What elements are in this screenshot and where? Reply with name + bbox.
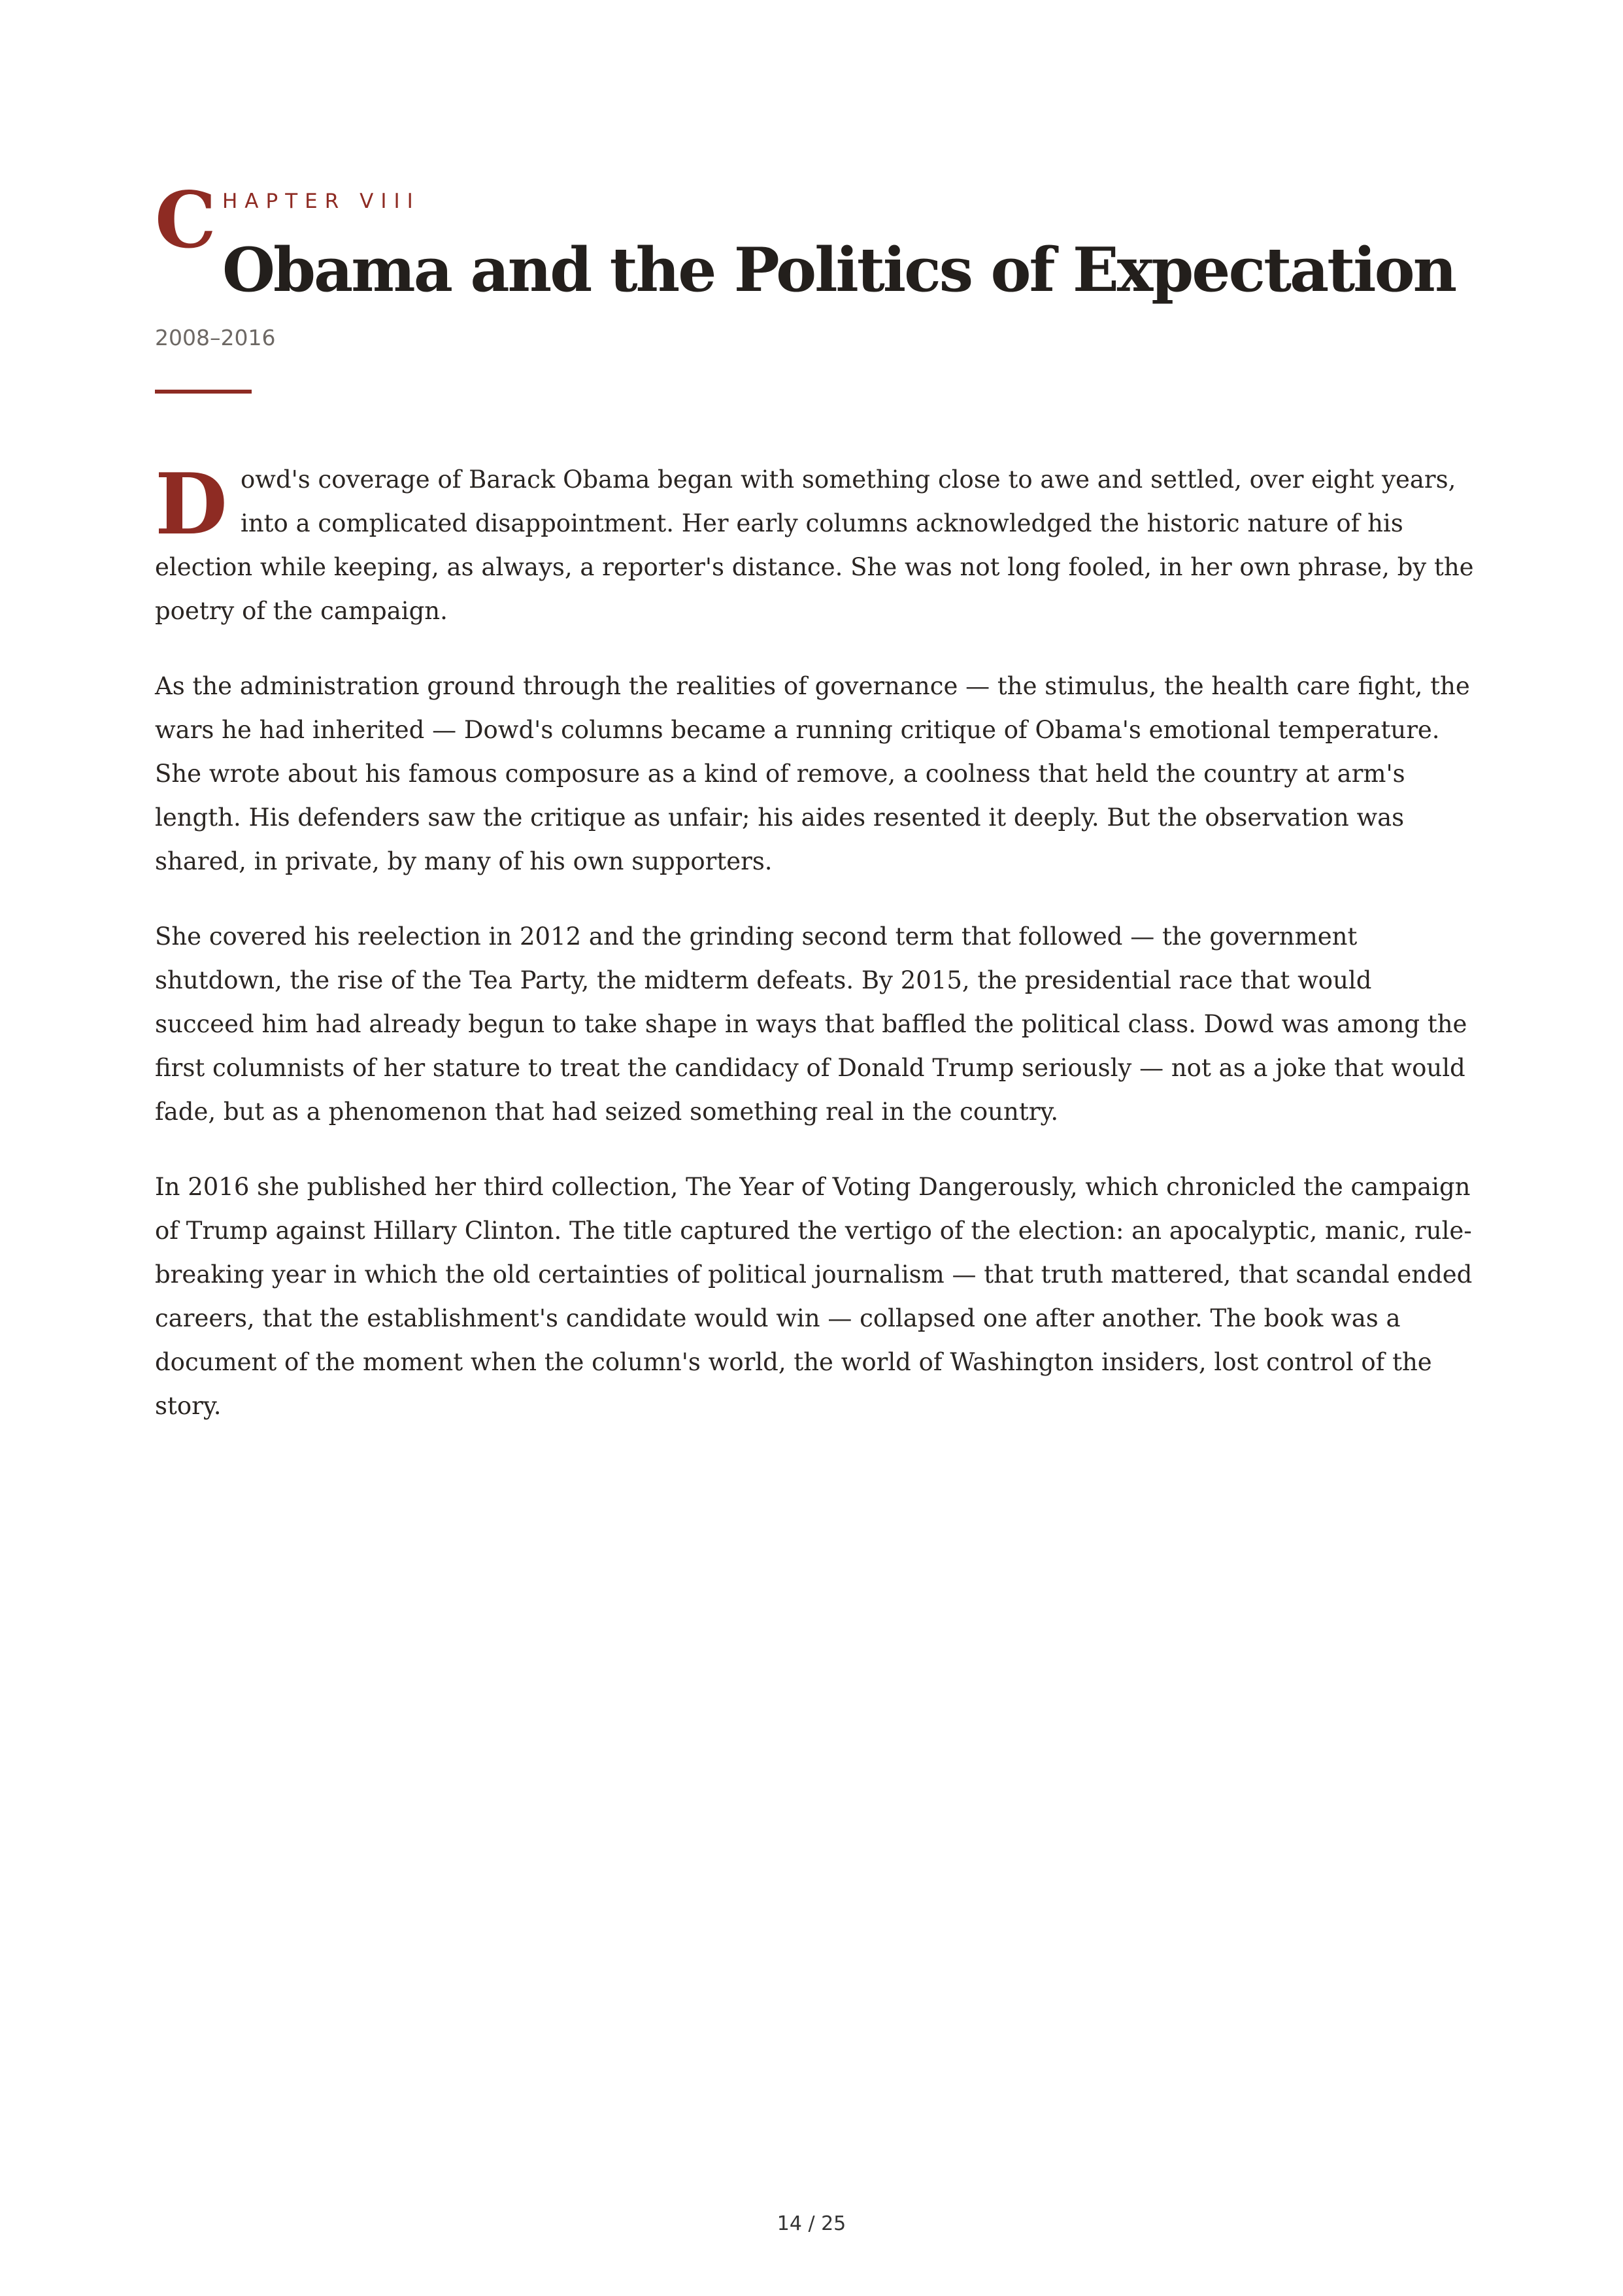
body-paragraph-1 [155,458,1475,633]
chapter-number-label: HAPTER VIII [222,190,420,213]
chapter-title: Obama and the Politics of Expectation [222,234,1456,305]
paragraph-text: owd's coverage of Barack Obama began with something close to awe and settled, over eight years, into a complicated disappointment. Her early columns acknowledged the historic nature of his election while keeping, as always, a reporter's distance. She was not long fooled, in her own phrase, by the poetry of the campaign. [155,465,1474,625]
chapter-body [155,458,1475,1459]
chapter-initial-letter: C [155,175,216,265]
drop-cap: D [155,456,227,554]
page-number: 14 / 25 [777,2212,846,2235]
title-divider [155,390,252,394]
body-paragraph-2: As the administration ground through the realities of governance — the stimulus, the health care fight, the wars he had inherited — Dowd's columns became a running critique of Obama's emotional temperature. She wrote about his famous composure as a kind of remove, a coolness that held the country at arm's length. His defenders saw the critique as unfair; his aides resented it deeply. But the observation was shared, in private, by many of his own supporters. [155,672,1470,875]
chapter-years: 2008–2016 [155,325,276,350]
body-paragraph-4: In 2016 she published her third collection, The Year of Voting Dangerously, which chronicled the campaign of Trump against Hillary Clinton. The title captured the vertigo of the election: an apocalyptic, manic, rule-breaking year in which the old certainties of political journalism — that truth mattered, that scandal ended careers, that the establishment's candidate would win — collapsed one after another. The book was a document of the moment when the column's world, the world of Washington insiders, lost control of the story. [155,1173,1473,1420]
body-paragraph-3: She covered his reelection in 2012 and the grinding second term that followed — the government shutdown, the rise of the Tea Party, the midterm defeats. By 2015, the presidential race that would succeed him had already begun to take shape in ways that baffled the political class. Dowd was among the first columnists of her stature to treat the candidacy of Donald Trump seriously — not as a joke that would fade, but as a phenomenon that had seized something real in the country. [155,922,1467,1126]
